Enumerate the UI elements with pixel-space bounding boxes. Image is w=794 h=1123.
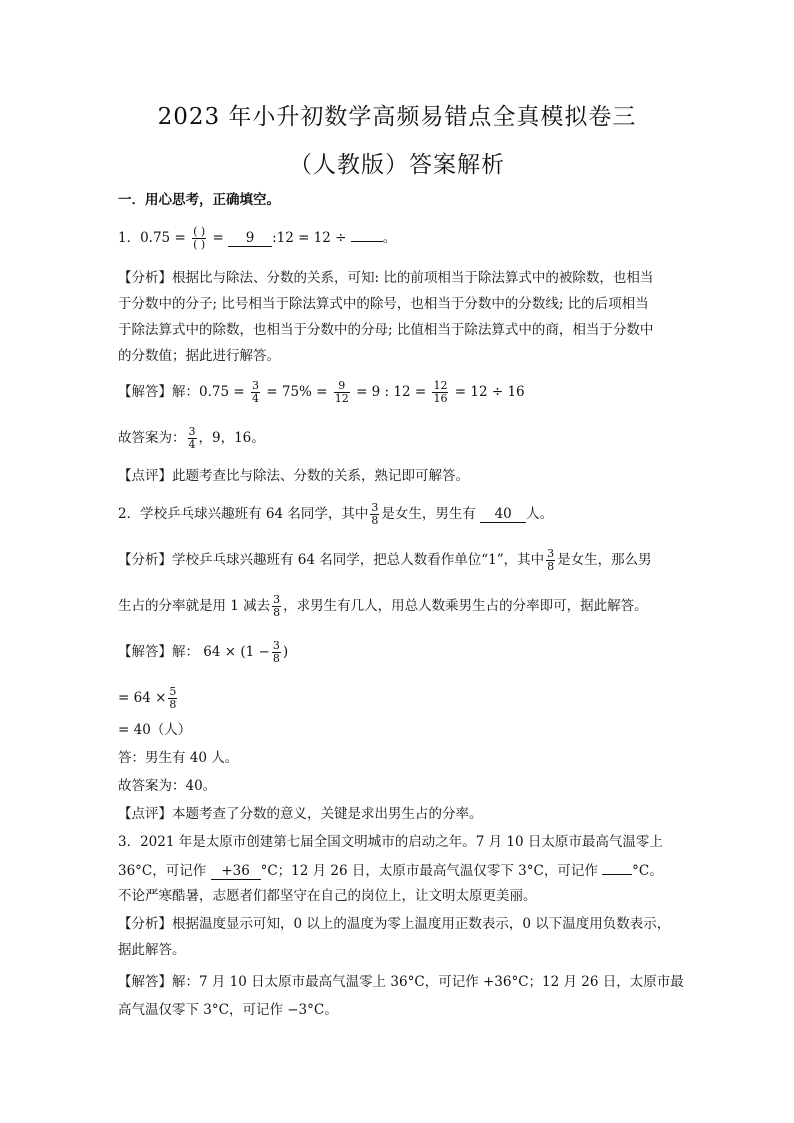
q1-middle: :12 = 12 ÷ <box>272 230 347 246</box>
q1-mid3: = 12 ÷ 16 <box>454 384 525 400</box>
q1-analysis-line4: 的分数值；据此进行解答。 <box>118 348 280 364</box>
q1-f3-num: 12 <box>433 379 448 392</box>
q1-answer-frac <box>188 426 197 451</box>
q3-l2-c: °C。 <box>632 863 663 879</box>
q3-solution-line1: 【解答】解：7 月 10 日太原市最高气温零上 36°C，可记作 +36°C；12 月 26 日，太原市最 <box>118 974 684 990</box>
q1-end: 。 <box>382 230 397 246</box>
q1-analysis-line1: 【分析】根据比与除法、分数的关系，可知: 比的前项相当于除法算式中的被除数，也相当 <box>118 270 654 286</box>
q2-analysis-line1 <box>118 548 693 573</box>
q2-step2-a: = 64 × <box>118 690 167 706</box>
q1-answer <box>118 426 693 451</box>
q2-analysis-a: 【分析】学校乒乓球兴趣班有 64 名同学，把总人数看作单位“1”，其中 <box>118 552 545 568</box>
q1-a-num: 3 <box>188 425 196 438</box>
section-heading: 一．用心思考，正确填空。 <box>118 192 280 208</box>
q2-analysis2-frac-den: 8 <box>273 606 281 619</box>
q1-a-den: 4 <box>188 438 196 451</box>
q1-analysis-line3: 于除法算式中的除数，也相当于分数中的分母; 比值相当于除法算式中的商，相当于分数中 <box>118 322 654 338</box>
q2-f-den: 8 <box>371 514 379 527</box>
q1-frac-12-16 <box>432 380 448 405</box>
page-subtitle: （人教版）答案解析 <box>289 152 505 178</box>
q3-l2-b: °C；12 月 26 日，太原市最高气温仅零下 3°C，可记作 <box>260 863 598 879</box>
q1-frac-3-4 <box>251 380 260 405</box>
q1-stem <box>118 226 693 251</box>
q3-line1: 3．2021 年是太原市创建第七届全国文明城市的启动之年。7 月 10 日太原市最高气温零上 <box>118 834 663 850</box>
q2-stem-b: 是女生，男生有 <box>381 506 476 522</box>
q3-line2 <box>118 860 693 881</box>
q1-blank-fraction <box>192 226 206 251</box>
q1-comment: 【点评】此题考查比与除法、分数的关系，熟记即可解答。 <box>118 468 469 484</box>
q2-sol-a: 【解答】解： 64 × (1 − <box>118 644 270 660</box>
q2-analysis-frac <box>546 548 555 573</box>
q2-analysis-frac-den: 8 <box>547 560 555 573</box>
q1-answer-label: 故答案为： <box>118 430 186 446</box>
q2-analysis-line2 <box>118 594 693 619</box>
q2-sol-frac-num: 3 <box>272 639 280 652</box>
q3-solution-line2: 高气温仅零下 3°C，可记作 −3°C。 <box>118 1002 338 1018</box>
q2-stem-a: 2．学校乒乓球兴趣班有 64 名同学，其中 <box>118 506 369 522</box>
q2-f-num: 3 <box>371 501 379 514</box>
q2-step3: = 40（人） <box>118 722 192 738</box>
q2-reply: 答：男生有 40 人。 <box>118 750 239 766</box>
q2-comment: 【点评】本题考查了分数的意义，关键是求出男生占的分率。 <box>118 806 483 822</box>
q2-answer-line: 故答案为：40。 <box>118 778 217 794</box>
q3-line3: 不论严寒酷暑，志愿者们都坚守在自己的岗位上，让文明太原更美丽。 <box>118 888 537 904</box>
q2-analysis2-b: ，求男生有几人，用总人数乘男生占的分率即可，据此解答。 <box>283 598 648 614</box>
q2-analysis2-a: 生占的分率就是用 1 减去 <box>118 598 271 614</box>
q3-analysis-line1: 【分析】根据温度显示可知，0 以上的温度为零上温度用正数表示，0 以下温度用负数表示， <box>118 916 671 932</box>
q1-f2-den: 12 <box>334 392 349 405</box>
q2-analysis2-frac-num: 3 <box>273 593 281 606</box>
q3-answer-plus36: +36 <box>211 863 261 880</box>
q1-solution <box>118 380 693 405</box>
q1-eq: = <box>212 230 224 246</box>
q3-l2-a: 36°C，可记作 <box>118 863 207 879</box>
q2-frac-3-8 <box>370 502 379 527</box>
q1-f2-num: 9 <box>334 380 350 393</box>
q1-f1-num: 3 <box>251 379 259 392</box>
q2-analysis2-frac <box>272 594 281 619</box>
q2-step2-num: 5 <box>169 685 177 698</box>
q2-sol-frac-den: 8 <box>272 652 280 665</box>
q1-answer-rest: ，9，16。 <box>198 430 265 446</box>
q1-prefix: 1．0.75 = <box>118 230 186 246</box>
q2-step2 <box>118 686 693 711</box>
q2-answer: 40 <box>480 506 526 523</box>
q2-sol-frac <box>272 640 281 665</box>
q1-f1-den: 4 <box>251 392 259 405</box>
q1-frac-den: ( ) <box>193 238 206 251</box>
q2-stem-c: 人。 <box>526 506 554 522</box>
q1-mid1: = 75% = <box>266 384 328 400</box>
q2-step2-den: 8 <box>169 698 177 711</box>
page-title: 2023 年小升初数学高频易错点全真模拟卷三 <box>157 104 637 130</box>
q1-mid2: = 9 : 12 = <box>356 384 427 400</box>
q1-analysis-line2: 于分数中的分子; 比号相当于除法算式中的除号，也相当于分数中的分数线; 比的后项相当 <box>118 296 649 312</box>
q2-analysis-frac-num: 3 <box>547 547 555 560</box>
q2-sol-b: ) <box>282 644 289 660</box>
q1-frac-num: ( ) <box>193 225 206 238</box>
q2-solution <box>118 640 693 665</box>
q2-analysis-b: 是女生，那么男 <box>557 552 652 568</box>
q2-stem <box>118 502 693 527</box>
q1-f3-den: 16 <box>433 392 448 405</box>
q1-sol-label: 【解答】解：0.75 = <box>118 384 245 400</box>
q3-blank <box>602 860 632 875</box>
q1-answer-9: 9 <box>228 230 272 247</box>
q1-blank <box>351 227 383 242</box>
q2-step2-frac <box>168 686 177 711</box>
q3-analysis-line2: 据此解答。 <box>118 942 186 958</box>
q1-frac-9-12 <box>334 380 350 405</box>
